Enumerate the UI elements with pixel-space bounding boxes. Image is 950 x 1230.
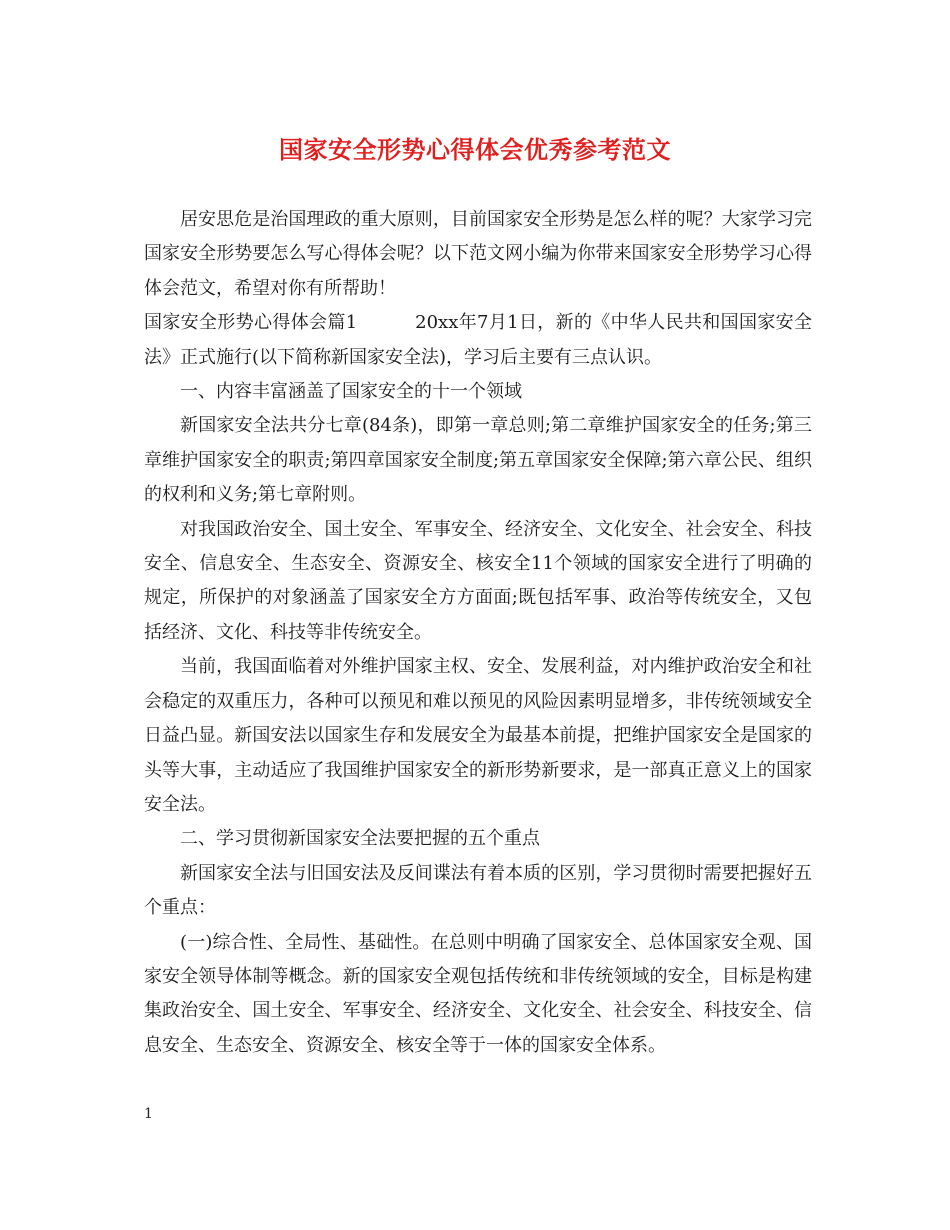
body-paragraph: 新国家安全法与旧国安法及反间谍法有着本质的区别，学习贯彻时需要把握好五个重点：: [144, 862, 812, 919]
article-lead: 20xx年7月1日，新的《中华人民共和国国家安全法》正式施行(以下简称新国家安全法)，学习后主要有三点认识。: [144, 312, 812, 368]
article-opening: [144, 306, 812, 375]
page-number: 1: [144, 1106, 153, 1122]
section-heading-1: 一、内容丰富涵盖了国家安全的十一个领域: [180, 381, 522, 403]
article-heading: 国家安全形势心得体会篇1: [144, 312, 358, 334]
intro-paragraph: 居安思危是治国理政的重大原则，目前国家安全形势是怎么样的呢？大家学习完国家安全形势要怎么写心得体会呢？以下范文网小编为你带来国家安全形势学习心得体会范文，希望对你有所帮助！: [144, 209, 812, 299]
body-paragraph: 当前，我国面临着对外维护国家主权、安全、发展利益，对内维护政治安全和社会稳定的双重压力，各种可以预见和难以预见的风险因素明显增多，非传统领域安全日益凸显。新国安法以国家生存和发展安全为最基本前提，把维护国家安全是国家的头等大事，主动适应了我国维护国家安全的新形势新要求，是一部真正意义上的国家安全法。: [144, 656, 812, 815]
document-title: 国家安全形势心得体会优秀参考范文: [279, 135, 671, 164]
body-paragraph: 新国家安全法共分七章(84条)，即第一章总则;第二章维护国家安全的任务;第三章维护国家安全的职责;第四章国家安全制度;第五章国家安全保障;第六章公民、组织的权利和义务;第七章附则。: [144, 415, 812, 506]
document-body: [144, 203, 812, 1063]
body-paragraph: 对我国政治安全、国土安全、军事安全、经济安全、文化安全、社会安全、科技安全、信息安全、生态安全、资源安全、核安全11个领域的国家安全进行了明确的规定，所保护的对象涵盖了国家安全方方面面;既包括军事、政治等传统安全，又包括经济、文化、科技等非传统安全。: [144, 518, 812, 643]
body-paragraph: (一)综合性、全局性、基础性。在总则中明确了国家安全、总体国家安全观、国家安全领导体制等概念。新的国家安全观包括传统和非传统领域的安全，目标是构建集政治安全、国土安全、军事安全、经济安全、文化安全、社会安全、科技安全、信息安全、生态安全、资源安全、核安全等于一体的国家安全体系。: [144, 931, 812, 1056]
section-heading-2: 二、学习贯彻新国家安全法要把握的五个重点: [180, 828, 540, 850]
